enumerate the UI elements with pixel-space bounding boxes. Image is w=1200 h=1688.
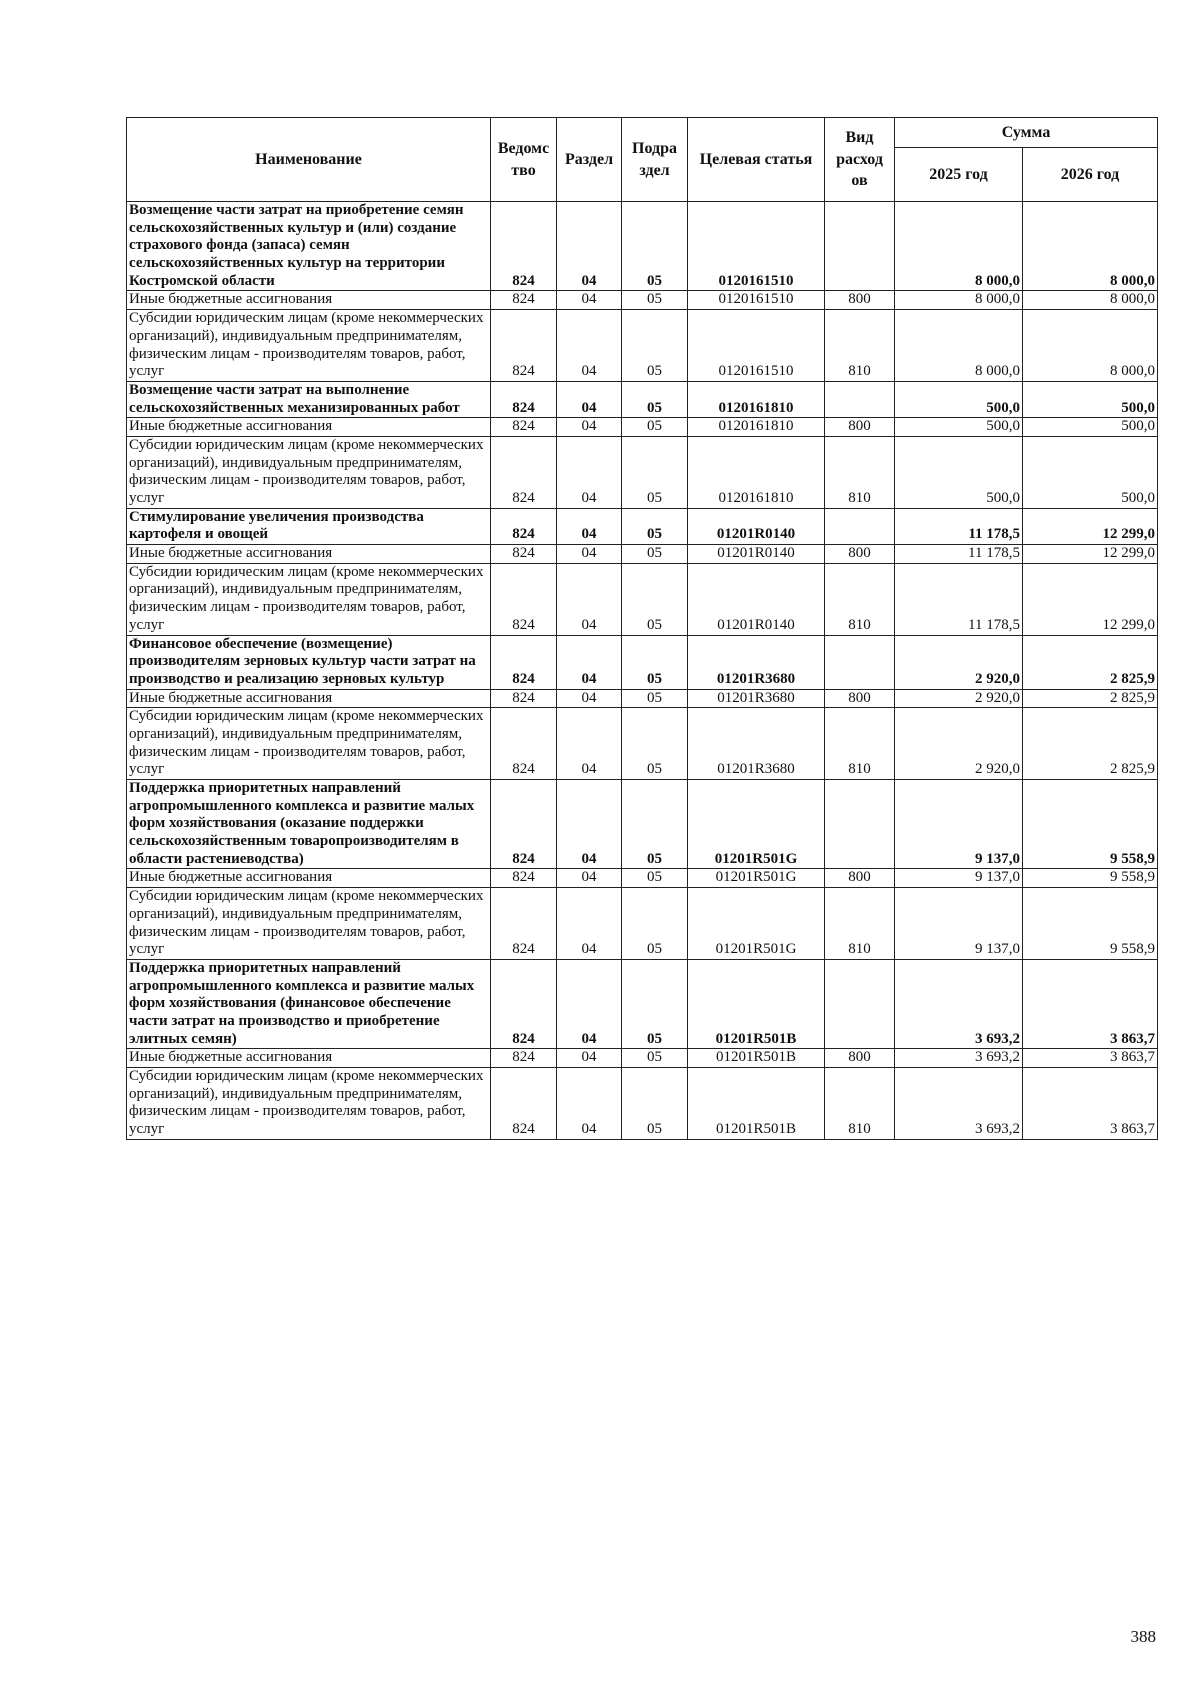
row-amount-2026: 3 863,7 xyxy=(1023,1049,1158,1068)
row-name: Субсидии юридическим лицам (кроме некоммерческих организаций), индивидуальным предпринимателям, физическим лицам - производителям товаров, работ, услуг xyxy=(127,563,491,635)
row-section: 04 xyxy=(557,1068,622,1140)
row-amount-2025: 11 178,5 xyxy=(895,563,1023,635)
row-subsection: 05 xyxy=(622,563,688,635)
row-subsection: 05 xyxy=(622,436,688,508)
table-row xyxy=(127,1049,1158,1068)
row-section: 04 xyxy=(557,508,622,544)
row-amount-2025: 8 000,0 xyxy=(895,291,1023,310)
row-ministry: 824 xyxy=(491,563,557,635)
row-amount-2026: 3 863,7 xyxy=(1023,959,1158,1048)
header-subsection: Подра здел xyxy=(622,118,688,202)
row-amount-2025: 2 920,0 xyxy=(895,689,1023,708)
row-expense-type: 800 xyxy=(825,1049,895,1068)
row-ministry: 824 xyxy=(491,291,557,310)
table-row xyxy=(127,418,1158,437)
row-amount-2025: 8 000,0 xyxy=(895,310,1023,382)
table-row xyxy=(127,689,1158,708)
row-expense-type: 800 xyxy=(825,869,895,888)
table-row xyxy=(127,381,1158,417)
row-expense-type: 800 xyxy=(825,418,895,437)
row-subsection: 05 xyxy=(622,508,688,544)
row-target-item: 01201R501G xyxy=(688,780,825,869)
row-amount-2026: 9 558,9 xyxy=(1023,780,1158,869)
row-expense-type xyxy=(825,202,895,291)
row-target-item: 0120161810 xyxy=(688,418,825,437)
table-row xyxy=(127,202,1158,291)
table-row xyxy=(127,563,1158,635)
row-subsection: 05 xyxy=(622,959,688,1048)
row-section: 04 xyxy=(557,689,622,708)
row-subsection: 05 xyxy=(622,780,688,869)
row-amount-2026: 8 000,0 xyxy=(1023,310,1158,382)
row-name: Субсидии юридическим лицам (кроме некоммерческих организаций), индивидуальным предпринимателям, физическим лицам - производителям товаров, работ, услуг xyxy=(127,1068,491,1140)
row-amount-2025: 11 178,5 xyxy=(895,545,1023,564)
row-name: Иные бюджетные ассигнования xyxy=(127,1049,491,1068)
row-subsection: 05 xyxy=(622,545,688,564)
row-ministry: 824 xyxy=(491,1049,557,1068)
header-expense-type: Вид расход ов xyxy=(825,118,895,202)
row-expense-type xyxy=(825,635,895,689)
row-expense-type xyxy=(825,959,895,1048)
row-expense-type: 810 xyxy=(825,888,895,960)
row-target-item: 01201R0140 xyxy=(688,545,825,564)
table-row xyxy=(127,508,1158,544)
header-year-2025: 2025 год xyxy=(895,148,1023,202)
row-section: 04 xyxy=(557,708,622,780)
row-amount-2026: 500,0 xyxy=(1023,436,1158,508)
row-ministry: 824 xyxy=(491,545,557,564)
table-row xyxy=(127,310,1158,382)
row-amount-2026: 8 000,0 xyxy=(1023,202,1158,291)
row-name: Субсидии юридическим лицам (кроме некоммерческих организаций), индивидуальным предпринимателям, физическим лицам - производителям товаров, работ, услуг xyxy=(127,310,491,382)
row-amount-2025: 3 693,2 xyxy=(895,959,1023,1048)
row-expense-type: 810 xyxy=(825,563,895,635)
row-subsection: 05 xyxy=(622,888,688,960)
row-ministry: 824 xyxy=(491,436,557,508)
row-amount-2026: 12 299,0 xyxy=(1023,508,1158,544)
row-amount-2026: 8 000,0 xyxy=(1023,291,1158,310)
row-name: Стимулирование увеличения производства картофеля и овощей xyxy=(127,508,491,544)
row-amount-2025: 3 693,2 xyxy=(895,1049,1023,1068)
page-number: 388 xyxy=(1130,1627,1156,1646)
row-target-item: 01201R0140 xyxy=(688,508,825,544)
table-header xyxy=(127,118,1158,202)
row-amount-2026: 12 299,0 xyxy=(1023,563,1158,635)
row-expense-type xyxy=(825,508,895,544)
row-amount-2026: 12 299,0 xyxy=(1023,545,1158,564)
row-amount-2025: 9 137,0 xyxy=(895,780,1023,869)
row-subsection: 05 xyxy=(622,418,688,437)
row-ministry: 824 xyxy=(491,1068,557,1140)
row-name: Субсидии юридическим лицам (кроме некоммерческих организаций), индивидуальным предпринимателям, физическим лицам - производителям товаров, работ, услуг xyxy=(127,436,491,508)
row-ministry: 824 xyxy=(491,418,557,437)
row-target-item: 0120161510 xyxy=(688,310,825,382)
row-expense-type: 800 xyxy=(825,545,895,564)
row-target-item: 01201R501B xyxy=(688,1068,825,1140)
table-body xyxy=(127,202,1158,1140)
row-target-item: 0120161810 xyxy=(688,381,825,417)
row-subsection: 05 xyxy=(622,1049,688,1068)
row-target-item: 01201R501B xyxy=(688,1049,825,1068)
row-expense-type: 800 xyxy=(825,689,895,708)
row-name: Иные бюджетные ассигнования xyxy=(127,545,491,564)
row-target-item: 0120161510 xyxy=(688,291,825,310)
row-expense-type: 810 xyxy=(825,1068,895,1140)
row-name: Финансовое обеспечение (возмещение) производителям зерновых культур части затрат на производство и реализацию зерновых культур xyxy=(127,635,491,689)
row-amount-2026: 2 825,9 xyxy=(1023,689,1158,708)
table-row xyxy=(127,780,1158,869)
row-subsection: 05 xyxy=(622,708,688,780)
row-name: Иные бюджетные ассигнования xyxy=(127,418,491,437)
table-row xyxy=(127,291,1158,310)
row-expense-type: 810 xyxy=(825,436,895,508)
row-name: Иные бюджетные ассигнования xyxy=(127,869,491,888)
row-name: Субсидии юридическим лицам (кроме некоммерческих организаций), индивидуальным предпринимателям, физическим лицам - производителям товаров, работ, услуг xyxy=(127,708,491,780)
header-target-item: Целевая статья xyxy=(688,118,825,202)
header-name: Наименование xyxy=(127,118,491,202)
row-amount-2025: 500,0 xyxy=(895,418,1023,437)
row-section: 04 xyxy=(557,1049,622,1068)
row-name: Возмещение части затрат на приобретение семян сельскохозяйственных культур и (или) создание страхового фонда (запаса) семян сельскохозяйственных культур на территории Костромской области xyxy=(127,202,491,291)
row-name: Возмещение части затрат на выполнение сельскохозяйственных механизированных работ xyxy=(127,381,491,417)
row-amount-2025: 2 920,0 xyxy=(895,635,1023,689)
table-row xyxy=(127,869,1158,888)
row-amount-2026: 9 558,9 xyxy=(1023,869,1158,888)
table-row xyxy=(127,888,1158,960)
row-amount-2025: 500,0 xyxy=(895,381,1023,417)
row-target-item: 01201R501G xyxy=(688,888,825,960)
table-row xyxy=(127,545,1158,564)
row-ministry: 824 xyxy=(491,381,557,417)
row-section: 04 xyxy=(557,635,622,689)
row-ministry: 824 xyxy=(491,888,557,960)
row-section: 04 xyxy=(557,436,622,508)
budget-table xyxy=(126,117,1158,1140)
row-ministry: 824 xyxy=(491,869,557,888)
row-expense-type: 810 xyxy=(825,310,895,382)
row-section: 04 xyxy=(557,780,622,869)
row-amount-2025: 3 693,2 xyxy=(895,1068,1023,1140)
row-expense-type xyxy=(825,780,895,869)
row-name: Иные бюджетные ассигнования xyxy=(127,689,491,708)
row-target-item: 01201R501B xyxy=(688,959,825,1048)
row-section: 04 xyxy=(557,202,622,291)
row-subsection: 05 xyxy=(622,635,688,689)
row-ministry: 824 xyxy=(491,635,557,689)
row-target-item: 0120161810 xyxy=(688,436,825,508)
row-ministry: 824 xyxy=(491,708,557,780)
row-subsection: 05 xyxy=(622,1068,688,1140)
row-expense-type xyxy=(825,381,895,417)
row-name: Иные бюджетные ассигнования xyxy=(127,291,491,310)
row-section: 04 xyxy=(557,959,622,1048)
header-sum: Сумма xyxy=(895,118,1158,148)
row-target-item: 01201R3680 xyxy=(688,708,825,780)
row-amount-2025: 500,0 xyxy=(895,436,1023,508)
row-section: 04 xyxy=(557,888,622,960)
row-section: 04 xyxy=(557,418,622,437)
row-subsection: 05 xyxy=(622,310,688,382)
row-subsection: 05 xyxy=(622,689,688,708)
row-subsection: 05 xyxy=(622,381,688,417)
row-amount-2026: 500,0 xyxy=(1023,381,1158,417)
row-subsection: 05 xyxy=(622,869,688,888)
row-amount-2025: 2 920,0 xyxy=(895,708,1023,780)
row-amount-2025: 9 137,0 xyxy=(895,888,1023,960)
row-subsection: 05 xyxy=(622,291,688,310)
table-row xyxy=(127,436,1158,508)
table-row xyxy=(127,708,1158,780)
header-section: Раздел xyxy=(557,118,622,202)
row-amount-2025: 11 178,5 xyxy=(895,508,1023,544)
row-target-item: 01201R501G xyxy=(688,869,825,888)
row-section: 04 xyxy=(557,545,622,564)
table-row xyxy=(127,959,1158,1048)
row-ministry: 824 xyxy=(491,959,557,1048)
table-row xyxy=(127,635,1158,689)
row-amount-2026: 500,0 xyxy=(1023,418,1158,437)
header-year-2026: 2026 год xyxy=(1023,148,1158,202)
row-amount-2025: 9 137,0 xyxy=(895,869,1023,888)
row-ministry: 824 xyxy=(491,780,557,869)
row-ministry: 824 xyxy=(491,202,557,291)
row-section: 04 xyxy=(557,563,622,635)
row-expense-type: 810 xyxy=(825,708,895,780)
row-amount-2025: 8 000,0 xyxy=(895,202,1023,291)
table-row xyxy=(127,1068,1158,1140)
row-name: Поддержка приоритетных направлений агропромышленного комплекса и развитие малых форм хозяйствования (оказание поддержки сельскохозяйственным товаропроизводителям в области растениеводства) xyxy=(127,780,491,869)
row-subsection: 05 xyxy=(622,202,688,291)
row-ministry: 824 xyxy=(491,310,557,382)
row-target-item: 01201R0140 xyxy=(688,563,825,635)
row-expense-type: 800 xyxy=(825,291,895,310)
row-target-item: 0120161510 xyxy=(688,202,825,291)
row-target-item: 01201R3680 xyxy=(688,635,825,689)
row-amount-2026: 2 825,9 xyxy=(1023,708,1158,780)
row-ministry: 824 xyxy=(491,508,557,544)
row-amount-2026: 2 825,9 xyxy=(1023,635,1158,689)
header-ministry: Ведомс тво xyxy=(491,118,557,202)
row-section: 04 xyxy=(557,310,622,382)
row-ministry: 824 xyxy=(491,689,557,708)
row-name: Поддержка приоритетных направлений агропромышленного комплекса и развитие малых форм хозяйствования (финансовое обеспечение части затрат на производство и приобретение элитных семян) xyxy=(127,959,491,1048)
row-section: 04 xyxy=(557,291,622,310)
row-amount-2026: 3 863,7 xyxy=(1023,1068,1158,1140)
row-section: 04 xyxy=(557,381,622,417)
row-amount-2026: 9 558,9 xyxy=(1023,888,1158,960)
row-section: 04 xyxy=(557,869,622,888)
row-name: Субсидии юридическим лицам (кроме некоммерческих организаций), индивидуальным предпринимателям, физическим лицам - производителям товаров, работ, услуг xyxy=(127,888,491,960)
row-target-item: 01201R3680 xyxy=(688,689,825,708)
